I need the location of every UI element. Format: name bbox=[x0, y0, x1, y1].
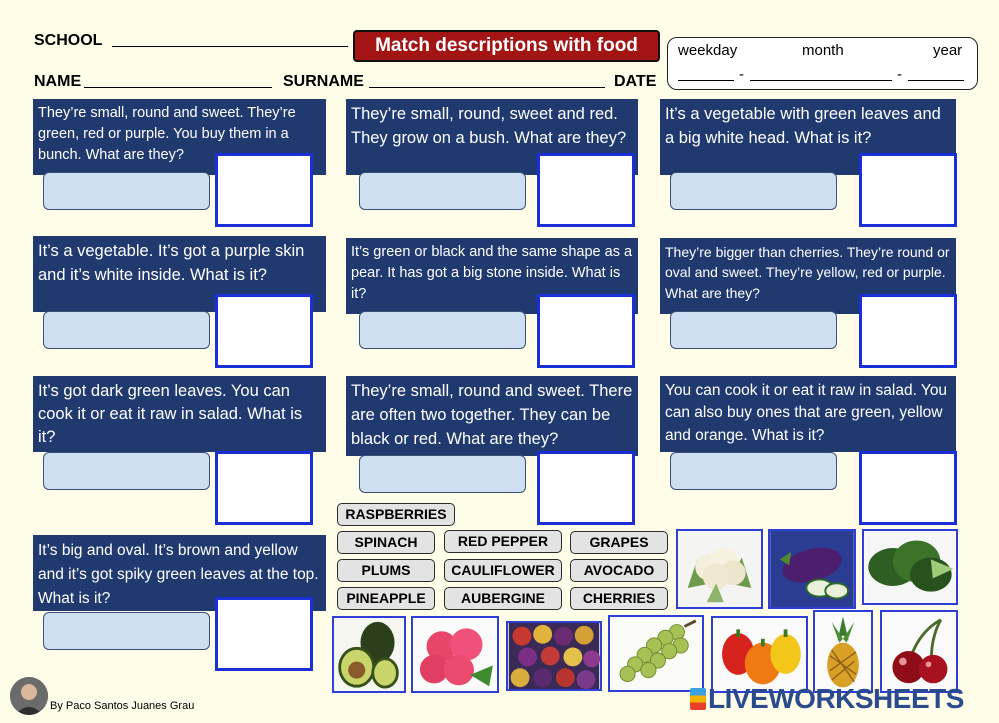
answer-box-8[interactable] bbox=[359, 455, 526, 493]
word-pineapple[interactable]: PINEAPPLE bbox=[337, 587, 435, 610]
worksheet-title: Match descriptions with food bbox=[353, 30, 660, 62]
surname-line bbox=[369, 87, 605, 88]
school-label: SCHOOL bbox=[34, 32, 103, 49]
word-red-pepper[interactable]: RED PEPPER bbox=[444, 530, 562, 553]
word-raspberries[interactable]: RASPBERRIES bbox=[337, 503, 455, 526]
year-label: year bbox=[933, 42, 963, 59]
image-drop-box-4[interactable] bbox=[215, 294, 313, 368]
image-drop-box-6[interactable] bbox=[859, 294, 957, 368]
month-label: month bbox=[802, 42, 844, 59]
surname-label: SURNAME bbox=[283, 73, 364, 90]
image-drop-box-5[interactable] bbox=[537, 294, 635, 368]
word-grapes[interactable]: GRAPES bbox=[570, 531, 668, 554]
plums-image[interactable] bbox=[506, 621, 602, 691]
word-aubergine[interactable]: AUBERGINE bbox=[444, 587, 562, 610]
word-plums[interactable]: PLUMS bbox=[337, 559, 435, 582]
spinach-image[interactable] bbox=[862, 529, 958, 605]
grapes-image[interactable] bbox=[608, 615, 704, 692]
answer-box-5[interactable] bbox=[359, 311, 526, 349]
peppers-image[interactable] bbox=[711, 616, 808, 693]
date-separator: - bbox=[897, 66, 902, 83]
description-card-5: It’s green or black and the same shape as a pear. It has got a big stone inside. What is it? bbox=[346, 238, 638, 314]
description-card-1: They’re small, round and sweet. They’re green, red or purple. You buy them in a bunch. What are they? bbox=[33, 99, 326, 175]
answer-box-2[interactable] bbox=[359, 172, 526, 210]
image-drop-box-10[interactable] bbox=[215, 597, 313, 671]
liveworksheets-logo bbox=[690, 683, 964, 715]
answer-box-7[interactable] bbox=[43, 452, 210, 490]
description-card-9: You can cook it or eat it raw in salad. You can also buy ones that are green, yellow and orange. What is it? bbox=[660, 376, 956, 452]
logo-text: LIVEWORKSHEETS bbox=[708, 683, 964, 714]
image-drop-box-8[interactable] bbox=[537, 451, 635, 525]
aubergine-image[interactable] bbox=[768, 529, 856, 609]
cauliflower-image[interactable] bbox=[676, 529, 763, 609]
cherries-image[interactable] bbox=[880, 610, 958, 693]
answer-box-4[interactable] bbox=[43, 311, 210, 349]
answer-box-1[interactable] bbox=[43, 172, 210, 210]
word-avocado[interactable]: AVOCADO bbox=[570, 559, 668, 582]
name-label: NAME bbox=[34, 73, 82, 90]
description-card-3: It’s a vegetable with green leaves and a big white head. What is it? bbox=[660, 99, 956, 175]
name-line bbox=[84, 87, 272, 88]
weekday-line[interactable] bbox=[678, 80, 734, 81]
date-box bbox=[667, 37, 978, 90]
word-cherries[interactable]: CHERRIES bbox=[570, 587, 668, 610]
answer-box-9[interactable] bbox=[670, 452, 837, 490]
word-spinach[interactable]: SPINACH bbox=[337, 531, 435, 554]
word-cauliflower[interactable]: CAULIFLOWER bbox=[444, 559, 562, 582]
date-label: DATE bbox=[614, 73, 657, 90]
logo-mark-icon bbox=[690, 688, 706, 710]
description-card-7: It’s got dark green leaves. You can cook it or eat it raw in salad. What is it? bbox=[33, 376, 326, 452]
image-drop-box-2[interactable] bbox=[537, 153, 635, 227]
raspberries-image[interactable] bbox=[411, 616, 499, 693]
image-drop-box-3[interactable] bbox=[859, 153, 957, 227]
description-card-2: They’re small, round, sweet and red. They grow on a bush. What are they? bbox=[346, 99, 638, 175]
author-credit: By Paco Santos Juanes Grau bbox=[50, 700, 195, 712]
avocado-image[interactable] bbox=[332, 616, 406, 693]
description-card-4: It’s a vegetable. It’s got a purple skin and it’s white inside. What is it? bbox=[33, 236, 326, 312]
date-separator: - bbox=[739, 66, 744, 83]
description-card-10: It’s big and oval. It’s brown and yellow and it’s got spiky green leaves at the top. What is it? bbox=[33, 535, 326, 611]
month-line[interactable] bbox=[750, 80, 892, 81]
image-drop-box-9[interactable] bbox=[859, 451, 957, 525]
answer-box-6[interactable] bbox=[670, 311, 837, 349]
author-avatar bbox=[10, 677, 48, 715]
answer-box-3[interactable] bbox=[670, 172, 837, 210]
description-card-8: They’re small, round and sweet. There are often two together. They can be black or red. What are they? bbox=[346, 376, 638, 456]
weekday-label: weekday bbox=[678, 42, 738, 59]
description-card-6: They’re bigger than cherries. They’re round or oval and sweet. They’re yellow, red or purple. What are they? bbox=[660, 238, 956, 314]
answer-box-10[interactable] bbox=[43, 612, 210, 650]
school-line bbox=[112, 46, 348, 47]
year-line[interactable] bbox=[908, 80, 964, 81]
image-drop-box-1[interactable] bbox=[215, 153, 313, 227]
pineapple-image[interactable] bbox=[813, 610, 873, 693]
image-drop-box-7[interactable] bbox=[215, 451, 313, 525]
